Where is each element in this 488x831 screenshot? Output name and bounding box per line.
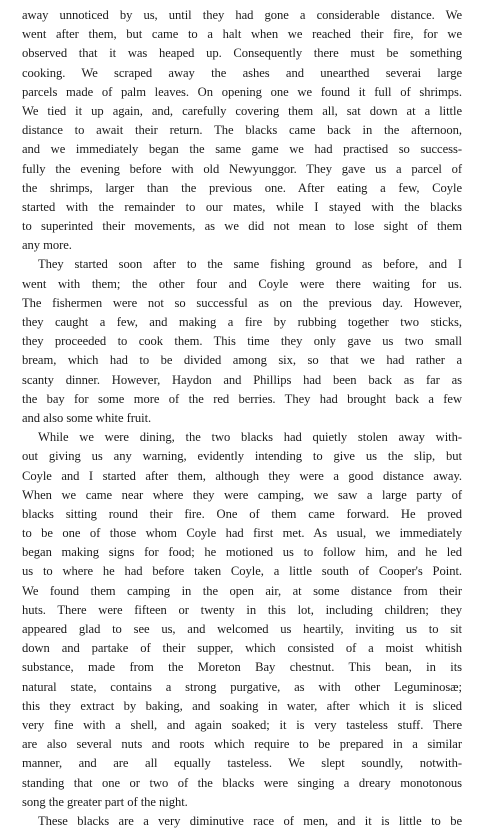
text-line: fully the evening before with old Newyunggor. They gave us a parcel of [22,161,462,176]
text-line: While we were dining, the two blacks had quietly stolen away with- [38,430,462,445]
text-line: We found them camping in the open air, at some distance from their [22,583,462,598]
text-line: They started soon after to the same fishing ground as before, and I [38,257,462,272]
text-line: to be one of those whom Coyle had first met. As usual, we immediately [22,526,462,541]
text-line: distance to await their return. The blacks came back in the afternoon, [22,123,462,138]
text-line: cooking. We scraped away the ashes and unearthed severai large [22,65,462,80]
text-line: started with the remainder to our mates, while I stayed with the blacks [22,199,462,214]
text-line: any more. [22,238,72,253]
text-line: When we came near where they were camping, we saw a large party of [22,487,462,502]
text-line: the bay for some more of the red berries. They had brought back a few [22,391,462,406]
text-line: they proceeded to cook them. This time they only gave us two small [22,334,462,349]
text-line: blacks sitting round their fire. One of them came forward. He proved [22,506,462,521]
text-line: natural state, contains a strong purgative, as with other Leguminosæ; [22,679,462,694]
text-line: us to where he had before taken Coyle, a little south of Cooper's Point. [22,564,462,579]
text-line: away unnoticed by us, until they had gone a considerable distance. We [22,8,462,22]
paragraph-1 [22,6,462,255]
text-line: went with them; the other four and Coyle were there waiting for us. [22,276,462,291]
paragraph-3 [22,428,462,812]
text-line: standing that one or two of the blacks were singing a dreary monotonous [22,775,462,790]
text-line: began making signs for food; he motioned us to follow him, and he led [22,545,462,560]
text-line: scanty dinner. However, Haydon and Phillips had been back as far as [22,372,462,387]
text-line: parcels made of palm leaves. On opening one we found it full of shrimps. [22,84,462,99]
text-line: appeared glad to see us, and welcomed us heartily, inviting us to sit [22,622,462,636]
text-line: to superinted their movements, as we did not mean to lose sight of them [22,219,462,234]
text-line: manner, and are all equally tasteless. We slept soundly, notwith- [22,756,462,771]
text-line: song the greater part of the night. [22,794,188,809]
text-line: observed that it was heaped up. Consequently there must be something [22,46,462,61]
text-line: are also several nuts and roots which require to be prepared in a similar [22,737,462,752]
text-line: The fishermen were not so successful as on the previous day. However, [22,295,462,310]
text-line: and we immediately began the same game we had practised so success- [22,142,462,157]
text-line: These blacks are a very diminutive race of men, and it is little to be [38,813,462,828]
text-line: went after them, but came to a halt when we reached their fire, for we [22,27,462,42]
text-line: We tied it up again, and, carefully covering them all, sat down at a little [22,103,462,118]
text-line: out giving us any warning, evidently intending to give us the slip, but [22,449,462,464]
text-line: Coyle and I started after them, although they were a good distance away. [22,468,462,483]
paragraph-2 [22,255,462,428]
text-line: very fine with a shell, and again soaked; it is very tasteless stuff. There [22,717,462,732]
text-line: the shrimps, larger than the previous one. After eating a few, Coyle [22,180,462,195]
text-line: down and partake of their supper, which consisted of a moist whitish [22,641,462,656]
paragraph-4 [22,812,462,831]
book-page [22,6,462,831]
text-line: bream, which had to be divided among six, so that we had rather a [22,353,462,368]
text-line: huts. There were fifteen or twenty in this lot, including children; they [22,602,462,617]
text-line: they caught a few, and making a fire by rubbing together two sticks, [22,315,462,329]
text-line: substance, made from the Moreton Bay chestnut. This bean, in its [22,660,462,675]
text-line: this they extract by baking, and soaking in water, after which it is sliced [22,698,462,713]
text-line: and also some white fruit. [22,410,152,425]
